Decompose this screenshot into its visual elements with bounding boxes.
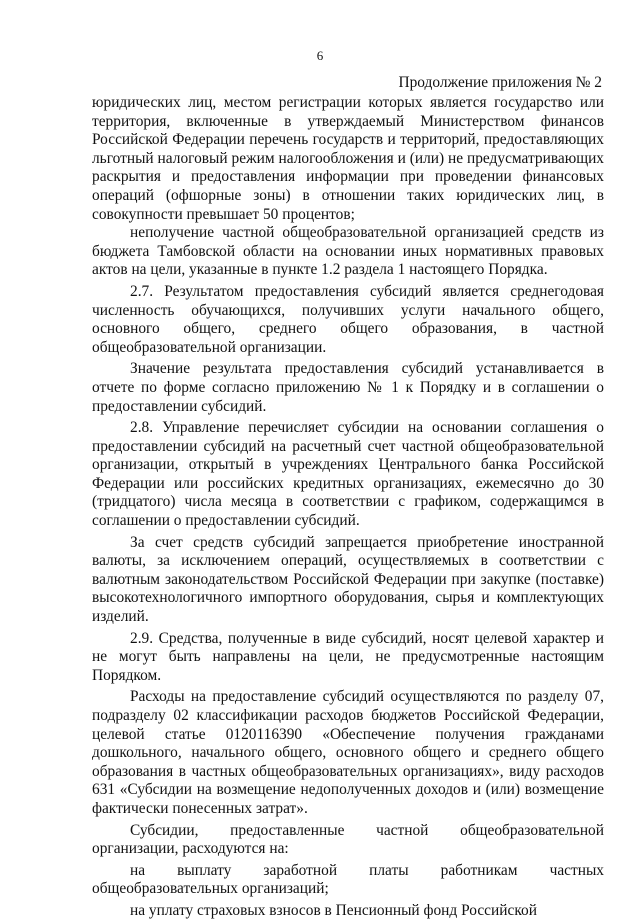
paragraph-2-7-result: 2.7. Результатом предоставления субсидий является среднегодовая численность обучающихся, получивших услуги начального общего, основного общего, среднего общего образования, в частной общеобразовательной организации. — [92, 282, 604, 356]
paragraph-subsidy-usage: Субсидии, предоставленные частной общеобразовательной организации, расходуются на: — [92, 821, 604, 858]
paragraph-no-other-funding: неполучение частной общеобразовательной организацией средств из бюджета Тамбовской области на основании иных нормативных правовых актов на цели, указанные в пункте 1.2 раздела 1 настоящего Порядка. — [92, 224, 604, 279]
paragraph-currency-prohibition: За счет средств субсидий запрещается приобретение иностранной валюты, за исключением операций, осуществляемых в соответствии с валютным законодательством Российской Федерации при закупке (поставке) высокотехнологичного импортного оборудования, сырья и комплектующих изделий. — [92, 533, 604, 626]
document-body — [92, 94, 604, 921]
paragraph-result-value: Значение результата предоставления субсидий устанавливается в отчете по форме согласно приложению № 1 к Порядку и в соглашении о предоставлении субсидий. — [92, 360, 604, 415]
paragraph-salary-payment: на выплату заработной платы работникам частных общеобразовательных организаций; — [92, 861, 604, 898]
paragraph-insurance-contributions: на уплату страховых взносов в Пенсионный фонд Российской — [130, 901, 537, 919]
paragraph-offshore-continuation: юридических лиц, местом регистрации которых является государство или территория, включенные в утверждаемый Министерством финансов Российской Федерации перечень государств и территорий, предоставляющих льготный налоговый режим налогообложения и (или) не предусматривающих раскрытия и предоставления информации при проведении финансовых операций (офшорные зоны) в отношении таких юридических лиц, в совокупности превышает 50 процентов; — [92, 94, 604, 223]
page-number: 6 — [316, 48, 324, 63]
appendix-continuation-header: Продолжение приложения № 2 — [398, 74, 602, 91]
paragraph-2-8-transfer: 2.8. Управление перечисляет субсидии на основании соглашения о предоставлении субсидий на расчетный счет частной общеобразовательной организации, открытый в учреждениях Центрального банка Российской Федерации или российских кредитных организациях, ежемесячно до 30 (тридцатого) числа месяца в соответствии с графиком, содержащимся в соглашении о предоставлении субсидий. — [92, 419, 604, 530]
paragraph-2-9-targeted: 2.9. Средства, полученные в виде субсидий, носят целевой характер и не могут быть направлены на цели, не предусмотренные настоящим Порядком. — [92, 629, 604, 684]
paragraph-expense-classification: Расходы на предоставление субсидий осуществляются по разделу 07, подразделу 02 классификации расходов бюджетов Российской Федерации, целевой статье 0120116390 «Обеспечение получения гражданами дошкольного, начального общего, основного общего и среднего общего образования в частных общеобразовательных организациях», виду расходов 631 «Субсидии на возмещение недополученных доходов и (или) возмещение фактически понесенных затрат». — [92, 688, 604, 817]
